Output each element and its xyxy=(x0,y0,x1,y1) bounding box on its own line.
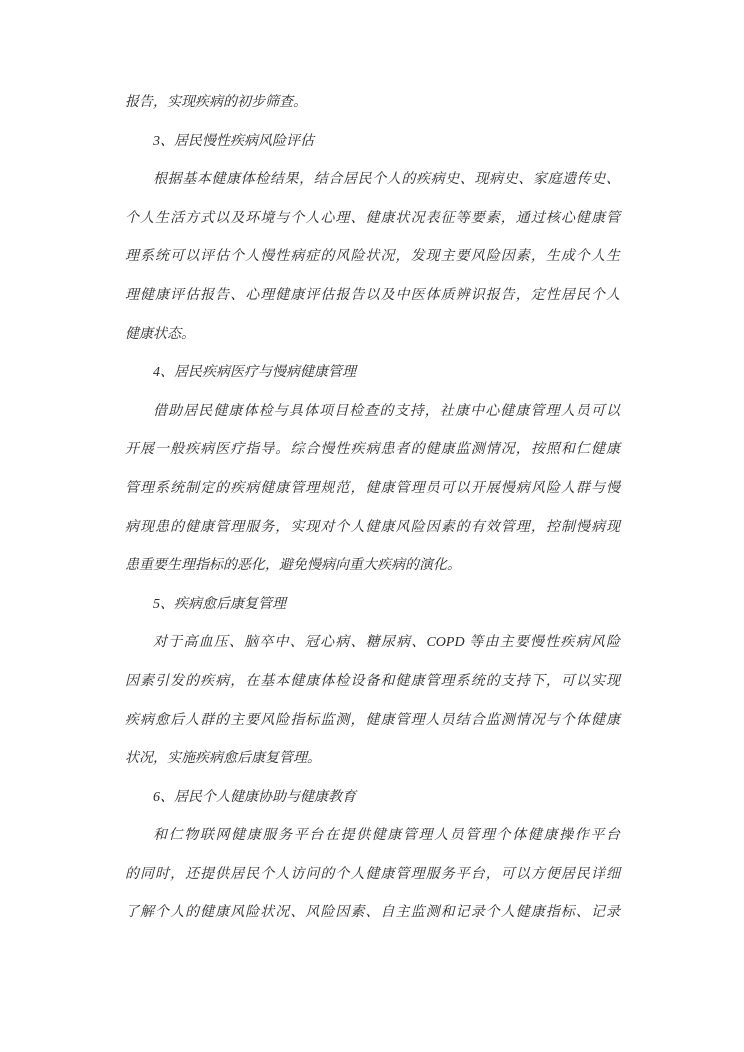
paragraph-line: 和仁物联网健康服务平台在提供健康管理人员管理个体健康操作平台 xyxy=(153,828,620,844)
paragraph-line: 理健康评估报告、心理健康评估报告以及中医体质辨识报告，定性居民个人 xyxy=(125,287,620,303)
paragraph-line: 对于高血压、脑卒中、冠心病、糖尿病、COPD 等由主要慢性疾病风险 xyxy=(153,635,620,651)
paragraph-line: 理系统可以评估个人慢性病症的风险状况，发现主要风险因素，生成个人生 xyxy=(125,249,620,265)
paragraph-line: 状况，实施疾病愈后康复管理。 xyxy=(125,751,321,767)
paragraph-line: 健康状态。 xyxy=(125,326,195,342)
paragraph-line: 个人生活方式以及环境与个人心理、健康状况表征等要素，通过核心健康管 xyxy=(125,210,620,226)
section-heading-3: 3、居民慢性疾病风险评估 xyxy=(153,133,314,149)
paragraph-line: 了解个人的健康风险状况、风险因素、自主监测和记录个人健康指标、记录 xyxy=(125,905,620,921)
paragraph-line: 开展一般疾病医疗指导。综合慢性疾病患者的健康监测情况，按照和仁健康 xyxy=(125,442,620,458)
paragraph-line: 疾病愈后人群的主要风险指标监测，健康管理人员结合监测情况与个体健康 xyxy=(125,712,620,728)
section-heading-6: 6、居民个人健康协助与健康教育 xyxy=(153,789,356,805)
paragraph-continuation-line: 报告，实现疾病的初步筛查。 xyxy=(125,95,307,110)
paragraph-line: 管理系统制定的疾病健康管理规范，健康管理员可以开展慢病风险人群与慢 xyxy=(125,480,620,496)
paragraph-line: 根据基本健康体检结果，结合居民个人的疾病史、现病史、家庭遗传史、 xyxy=(153,172,620,188)
section-heading-5: 5、疾病愈后康复管理 xyxy=(153,596,286,612)
paragraph-line: 的同时，还提供居民个人访问的个人健康管理服务平台，可以方便居民详细 xyxy=(125,866,620,882)
paragraph-line: 借助居民健康体检与具体项目检查的支持，社康中心健康管理人员可以 xyxy=(153,403,620,419)
paragraph-line: 因素引发的疾病，在基本健康体检设备和健康管理系统的支持下，可以实现 xyxy=(125,673,620,689)
section-heading-4: 4、居民疾病医疗与慢病健康管理 xyxy=(153,365,356,381)
paragraph-line: 病现患的健康管理服务，实现对个人健康风险因素的有效管理，控制慢病现 xyxy=(125,519,620,535)
document-text-block xyxy=(125,84,620,933)
paragraph-line: 患重要生理指标的恶化，避免慢病向重大疾病的演化。 xyxy=(125,558,461,574)
